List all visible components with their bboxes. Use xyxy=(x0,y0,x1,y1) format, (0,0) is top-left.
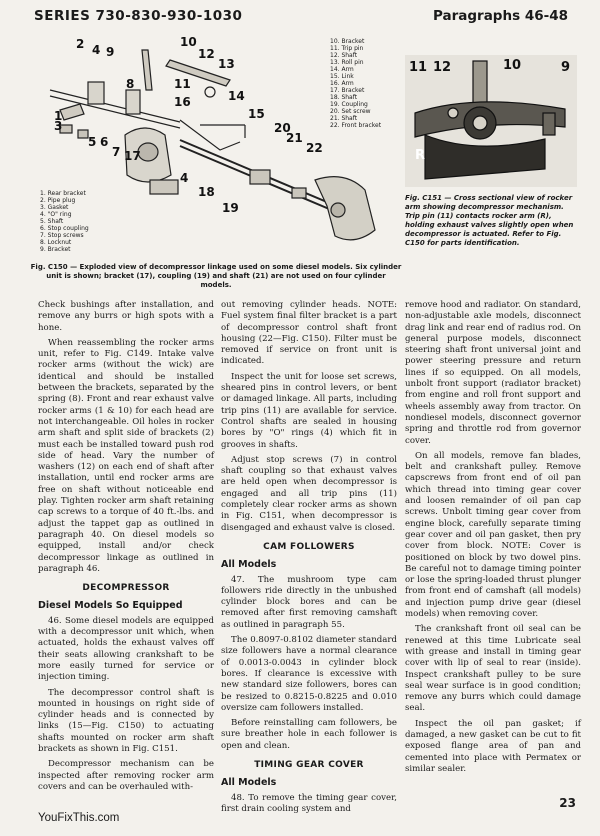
section-heading-timing-gear-cover: TIMING GEAR COVER xyxy=(254,759,364,770)
paragraph-range: Paragraphs 46-48 xyxy=(432,8,568,24)
paragraph: 48. To remove the timing gear cover, first drain cooling system and xyxy=(221,792,397,814)
paragraph: On all models, remove fan blades, belt and crankshaft pulley. Remove capscrews from front end of oil pan which thread into timing gear cover and loosen remainder of oil pan cap screws. Unbolt timing gear cover from engine block, carefully separate timing gear cover and oil pan gasket, then pry cover from block. NOTE: Cover is positioned on block by two dowel pins. Be careful not to damage timing pointer or lose the spring-loaded thrust plunger from front end of camshaft (all models) and injection pump drive gear (diesel models) when removing cover. xyxy=(405,450,581,620)
callout-8: 8 xyxy=(126,77,135,91)
callout-11: 11 xyxy=(409,60,428,75)
callout-16: 16 xyxy=(174,95,191,109)
callout-10: 10 xyxy=(503,58,522,73)
column-3 xyxy=(405,300,581,779)
paragraph: out removing cylinder heads. NOTE: Fuel system final filter bracket is a part of decompressor control shaft front housing (22—Fig. C150). Filter must be removed if service on front unit is indicated. xyxy=(221,300,397,367)
callout-11: 11 xyxy=(174,77,191,91)
callout-2: 2 xyxy=(76,37,85,51)
callout-15: 15 xyxy=(248,107,265,121)
figure-c151-cross-section xyxy=(405,55,577,187)
callout-14: 14 xyxy=(228,89,245,103)
paragraph: Decompressor mechanism can be inspected after removing rocker arm covers and can be overhauled with- xyxy=(38,759,214,792)
subheading: All Models xyxy=(221,777,277,789)
paragraph: Inspect the unit for loose set screws, sheared pins in control levers, or bent or damaged linkage. All parts, including trip pins (11) are available for service. Control shafts are sealed in housing bores by "O" rings (4) which fit in grooves in shafts. xyxy=(221,371,397,450)
callout-19: 19 xyxy=(222,201,239,215)
series-title: SERIES 730-830-930-1030 xyxy=(34,8,243,24)
callout-9: 9 xyxy=(561,60,571,75)
subheading: All Models xyxy=(221,559,277,571)
subheading: Diesel Models So Equipped xyxy=(38,600,183,612)
paragraph: When reassembling the rocker arms unit, refer to Fig. C149. Intake valve rocker arms (without the wick) are identical and should be installed between the brackets, separated by the spring (8). Front and rear exhaust valve rocker arms (1 & 10) for each head are not interchangeable. Oil holes in rocker arm shaft and split side of brackets (2) must each be installed toward push rod side of head. Vary the number of washers (12) on each end of shaft after installation, until end rocker arms are free on shaft without noticeable end play. Tighten rocker arm shaft retaining cap screws to a torque of 40 ft.-lbs. and adjust the tappet gap as outlined in paragraph 40. On diesel models so equipped, install and/or check decompressor linkage as outlined in paragraph 46. xyxy=(38,337,214,574)
paragraph: The 0.8097-0.8102 diameter standard size followers have a normal clearance of 0.0013-0.0043 in cylinder block bores. If clearance is excessive with new standard size followers, bores can be resized to 0.8215-0.8225 and 0.010 oversize cam followers installed. xyxy=(221,635,397,713)
callout-5: 5 xyxy=(88,135,97,149)
callout-21: 21 xyxy=(286,131,303,145)
paragraph: remove hood and radiator. On standard, non-adjustable axle models, disconnect drag link and rear end of radius rod. On general purpose models, disconnect steering shaft front universal joint and power steering pressure and return lines if so equipped. On all models, unbolt front support (radiator bracket) from engine and roll front support and wheels assembly away from tractor. On nondiesel models, disconnect governor spring and throttle rod from governor cover. xyxy=(405,300,581,446)
paragraph: Adjust stop screws (7) in control shaft coupling so that exhaust valves are held open when decompressor is engaged and all trip pins (11) completely clear rocker arms as shown in Fig. C151, when decompressor is disengaged and exhaust valve is closed. xyxy=(221,454,397,533)
callout-r: R xyxy=(415,148,426,163)
fig150-caption: Fig. C150 — Exploded view of decompressor linkage used on some diesel models. Six cylinder unit is shown; bracket (17), coupling (19) and shaft (21) are not used on four cylinder models. xyxy=(30,263,402,289)
paragraph: Before reinstalling cam followers, be sure breather hole in each follower is open and clean. xyxy=(221,718,397,751)
section-heading-decompressor: DECOMPRESSOR xyxy=(82,583,170,594)
page-header xyxy=(20,6,582,28)
paragraph: Inspect the oil pan gasket; if damaged, a new gasket can be cut to fit exposed flange area of pan and cemented into place with Permatex or similar sealer. xyxy=(405,718,581,774)
callout-18: 18 xyxy=(198,185,215,199)
callout-7: 7 xyxy=(112,145,121,159)
column-2 xyxy=(221,300,397,819)
paragraph: The crankshaft front oil seal can be renewed at this time Lubricate seal with grease and install in timing gear cover with lip of seal to rear (inside). Inspect crankshaft pulley to be sure seal wear surface is in good condition; remove any burrs which could damage seal. xyxy=(405,624,581,714)
callout-3: 3 xyxy=(54,119,63,133)
paragraph: 47. The mushroom type cam followers ride directly in the unbushed cylinder block bores and can be removed after first removing camshaft as outlined in paragraph 55. xyxy=(221,574,397,630)
fig150-legend-right: 10. Bracket 11. Trip pin 12. Shaft 13. Roll pin 14. Arm 15. Link 16. Arm 17. Bracket 18. Shaft 19. Coupling 20. Set screw 21. Shaft 22. Front bracket xyxy=(330,38,382,129)
paragraph: 46. Some diesel models are equipped with a decompressor unit which, when actuated, holds the exhaust valves off their seats allowing crankshaft to be more easily turned for service or injection timing. xyxy=(38,615,214,683)
callout-22: 22 xyxy=(306,141,323,155)
callout-20: 20 xyxy=(274,121,291,135)
column-1 xyxy=(38,300,214,797)
callout-1: 1 xyxy=(54,109,63,123)
footer-site: YouFixThis.com xyxy=(38,812,120,824)
callout-17: 17 xyxy=(124,149,141,163)
callout-10: 10 xyxy=(180,35,197,49)
callout-13: 13 xyxy=(218,57,235,71)
page-number: 23 xyxy=(559,796,576,810)
callout-4: 4 xyxy=(92,43,101,57)
callout-12: 12 xyxy=(198,47,215,61)
callout-4b: 4 xyxy=(180,171,189,185)
paragraph: The decompressor control shaft is mounted in housings on right side of cylinder heads and is connected by links (15—Fig. C150) to actuating shafts mounted on rocker arm shaft brackets as shown in Fig. C151. xyxy=(38,687,214,754)
callout-6: 6 xyxy=(100,135,109,149)
paragraph: Check bushings after installation, and remove any burrs or high spots with a hone. xyxy=(38,300,214,333)
callout-12: 12 xyxy=(433,60,452,75)
fig151-caption: Fig. C151 — Cross sectional view of rocker arm showing decompressor mechanism. Trip pin (11) contacts rocker arm (R), holding exhaust valves slightly open when decompressor is actuated. Refer to Fig. C150 for parts identification. xyxy=(405,194,574,247)
section-heading-cam-followers: CAM FOLLOWERS xyxy=(263,541,355,552)
callout-9: 9 xyxy=(106,45,115,59)
fig150-legend-left: 1. Rear bracket 2. Pipe plug 3. Gasket 4. "O" ring 5. Shaft 6. Stop coupling 7. Stop screws 8. Locknut 9. Bracket xyxy=(40,190,89,253)
